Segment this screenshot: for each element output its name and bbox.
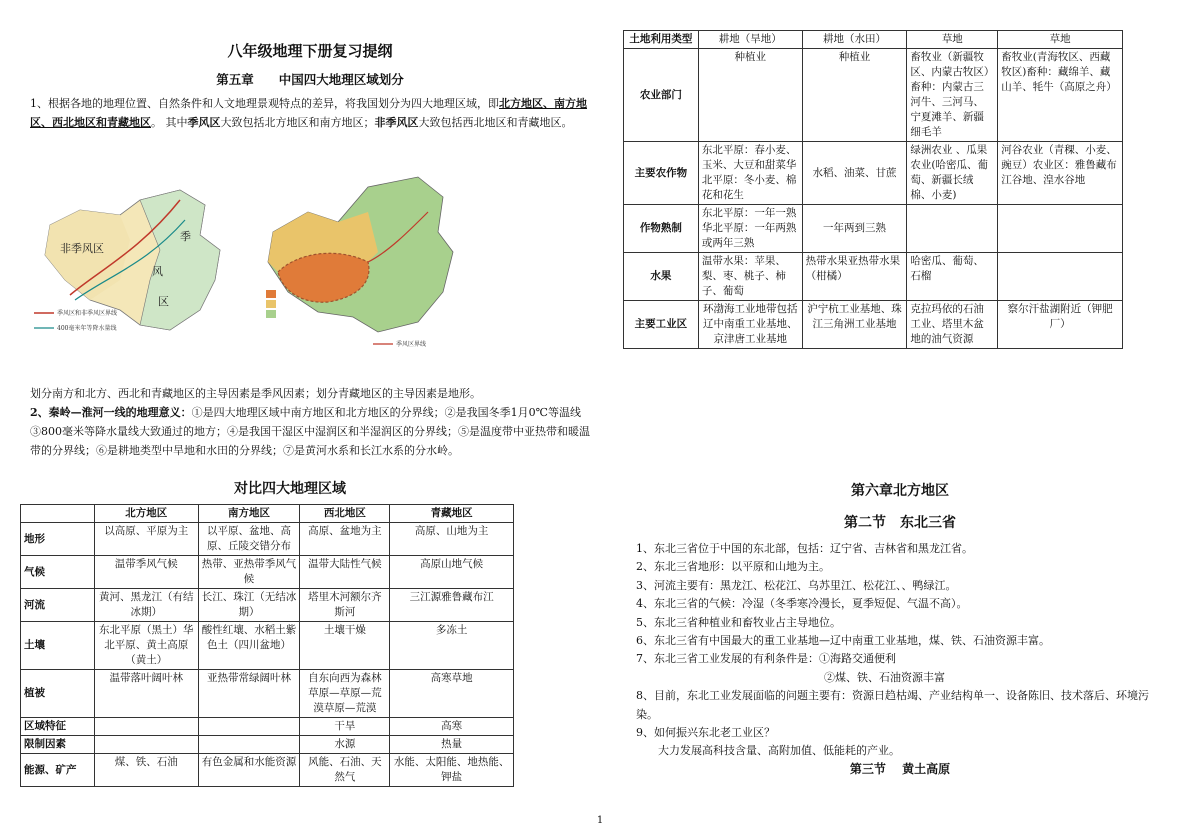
land-row-label: 主要工业区 [624,301,699,349]
doc-title: 八年级地理下册复习提纲 [227,42,393,60]
land-header-cell: 耕地（水田） [802,31,907,49]
land-cell: 东北平原：春小麦、玉米、大豆和甜菜华北平原：冬小麦、棉花和花生 [698,142,802,205]
compare-row-label: 土壤 [21,622,95,670]
compare-row-label: 地形 [21,523,95,556]
intro-text-a: 1、根据各地的地理位置、自然条件和人文地理景观特点的差异，将我国划分为四大地理区域，即 [30,97,499,110]
compare-row [21,754,514,787]
compare-cell: 高原、盆地为主 [300,523,390,556]
intro-nonmonsoon: 非季风区 [374,116,419,129]
compare-row-label: 气候 [21,556,95,589]
compare-cell: 热量 [390,736,514,754]
land-cell [907,205,998,253]
land-header-cell: 耕地（旱地） [698,31,802,49]
compare-cell: 东北平原（黑土）华北平原、黄土高原（黄土） [94,622,198,670]
land-cell: 河谷农业（青稞、小麦、豌豆）农业区：雅鲁藏布江谷地、湟水谷地 [998,142,1123,205]
chapter5-title: 第五章 中国四大地理区域划分 [216,72,404,87]
map1-ji-label: 季 [180,230,191,243]
compare-header-cell: 南方地区 [198,505,300,523]
land-row [624,49,1123,142]
qinling-heading: 2、秦岭—淮河一线的地理意义： [30,406,192,419]
compare-cell [198,736,300,754]
compare-cell: 多冻土 [390,622,514,670]
compare-cell: 三江源雅鲁藏布江 [390,589,514,622]
map1-qu-label: 区 [158,295,169,308]
ne-line-3: 3、河流主要有：黑龙江、松花江、乌苏里江、松花江、、鸭绿江。 [636,578,957,592]
compare-cell [94,736,198,754]
land-row [624,301,1123,349]
compare-title: 对比四大地理区域 [234,481,346,497]
compare-row [21,670,514,718]
compare-cell [94,718,198,736]
land-row-label: 作物熟制 [624,205,699,253]
land-cell: 环渤海工业地带包括辽中南重工业基地、京津唐工业基地 [698,301,802,349]
map2-legend: 季风区界线 [396,341,427,348]
compare-cell: 自东向西为森林草原—草原—荒漠草原—荒漠 [300,670,390,718]
land-row [624,205,1123,253]
compare-cell: 高寒 [390,718,514,736]
land-row [624,142,1123,205]
compare-row-label: 区域特征 [21,718,95,736]
land-cell: 畜牧业(青海牧区、西藏牧区)畜种：藏绵羊、藏山羊、牦牛（高原之舟） [998,49,1123,142]
land-cell: 水稻、油菜、甘蔗 [802,142,907,205]
compare-cell: 塔里木河额尔齐斯河 [300,589,390,622]
compare-cell: 热带、亚热带季风气候 [198,556,300,589]
compare-cell: 水源 [300,736,390,754]
compare-row-label: 植被 [21,670,95,718]
compare-header-cell: 北方地区 [94,505,198,523]
compare-cell: 温带季风气候 [94,556,198,589]
land-cell: 东北平原：一年一熟华北平原：一年两熟或两年三熟 [698,205,802,253]
intro-text-e: 大致包括北方地区和南方地区； [220,116,375,129]
intro-regions: 北方地区、南方地区、西北地区和青藏地区 [30,97,587,129]
land-cell: 种植业 [698,49,802,142]
compare-cell: 有色金属和水能资源 [198,754,300,787]
compare-row [21,622,514,670]
land-cell: 克拉玛依的石油工业、塔里木盆地的油气资源 [907,301,998,349]
ne-line-7: 7、东北三省工业发展的有利条件是：①海路交通便利 [636,652,896,666]
land-cell: 热带水果亚热带水果（柑橘） [802,253,907,301]
land-cell [998,253,1123,301]
compare-row [21,718,514,736]
compare-header-cell: 西北地区 [300,505,390,523]
compare-cell: 干旱 [300,718,390,736]
compare-table [20,504,514,787]
compare-cell: 高原山地气候 [390,556,514,589]
compare-cell: 温带落叶阔叶林 [94,670,198,718]
compare-cell: 黄河、黑龙江（有结冰期） [94,589,198,622]
compare-row [21,736,514,754]
compare-cell: 土壤干燥 [300,622,390,670]
compare-row-label: 能源、矿产 [21,754,95,787]
land-use-table [623,30,1123,349]
compare-cell: 酸性红壤、水稻土紫色土（四川盆地） [198,622,300,670]
compare-cell: 煤、铁、石油 [94,754,198,787]
intro-text-c: 。 其中 [151,116,188,129]
compare-cell: 风能、石油、天然气 [300,754,390,787]
compare-cell: 水能、太阳能、地热能、钾盐 [390,754,514,787]
map1-feng-label: 风 [152,265,163,278]
land-cell: 畜牧业（新疆牧区、内蒙古牧区）畜种：内蒙古三河牛、三河马、宁夏滩羊、新疆细毛羊 [907,49,998,142]
monsoon-map [30,180,240,345]
land-cell: 种植业 [802,49,907,142]
land-row [624,253,1123,301]
compare-cell: 高原、山地为主 [390,523,514,556]
land-cell [998,205,1123,253]
intro-paragraph [30,94,590,132]
compare-cell: 亚热带常绿阔叶林 [198,670,300,718]
land-header-cell: 草地 [907,31,998,49]
qinling-paragraph [30,403,592,460]
section3-title: 第三节 黄土高原 [849,762,951,776]
land-header-cell: 土地利用类型 [624,31,699,49]
northeast-list [636,540,1166,761]
land-cell: 沪宁杭工业基地、珠江三角洲工业基地 [802,301,907,349]
land-cell: 察尔汗盐湖附近（钾肥厂） [998,301,1123,349]
compare-header-cell: 青藏地区 [390,505,514,523]
ne-line-5: 5、东北三省种植业和畜牧业占主导地位。 [636,615,841,629]
compare-row [21,589,514,622]
ne-line-8: 8、目前，东北工业发展面临的问题主要有：资源日趋枯竭、产业结构单一、设备陈旧、技术落后、环境污染。 [636,689,1149,721]
land-row-label: 水果 [624,253,699,301]
compare-cell: 以平原、盆地、高原、丘陵交错分布 [198,523,300,556]
compare-header-row [21,505,514,523]
ne-line-9: 9、如何振兴东北老工业区？ [636,726,775,740]
land-header-cell: 草地 [998,31,1123,49]
land-row-label: 农业部门 [624,49,699,142]
section2-title: 第二节 东北三省 [844,515,956,531]
page-number: 1 [596,815,604,826]
ne-line-1: 1、东北三省位于中国的东北部，包括：辽宁省、吉林省和黑龙江省。 [636,542,973,555]
divide-factor-line: 划分南方和北方、西北和青藏地区的主导因素是季风因素；划分青藏地区的主导因素是地形。 [30,387,481,400]
intro-text-g: 大致包括西北地区和青藏地区。 [418,116,573,129]
compare-cell [198,718,300,736]
compare-row-label: 限制因素 [21,736,95,754]
ne-line-7b: ②煤、铁、石油资源丰富 [824,670,945,684]
land-header-row [624,31,1123,49]
land-row-label: 主要农作物 [624,142,699,205]
map1-legend-2: 400毫米年等降水量线 [57,325,117,332]
intro-monsoon: 季风区 [187,116,221,129]
land-cell: 哈密瓜、葡萄、石榴 [907,253,998,301]
land-cell: 绿洲农业 、瓜果农业(哈密瓜、葡萄、新疆长绒棉、小麦) [907,142,998,205]
compare-row [21,556,514,589]
map1-legend-1: 季风区和非季风区界线 [57,310,118,317]
map1-nonmonsoon-label: 非季风区 [60,242,104,255]
chapter6-title: 第六章北方地区 [851,483,949,499]
compare-cell: 以高原、平原为主 [94,523,198,556]
compare-cell: 高寒草地 [390,670,514,718]
compare-cell: 长江、珠江（无结冰期） [198,589,300,622]
compare-row-label: 河流 [21,589,95,622]
ne-line-2: 2、东北三省地形：以平原和山地为主。 [636,560,830,574]
qinling-text: ①是四大地理区域中南方地区和北方地区的分界线；②是我国冬季1月0℃等温线③800毫米等降水量线大致通过的地方；④是我国干湿区中湿润区和半湿润区的分界线；⑤是温度带中亚热带和暖温带的分界线；⑥是耕地类型中旱地和水田的分界线；⑦是黄河水系和长江水系的分水岭。 [30,406,590,457]
compare-row [21,523,514,556]
compare-cell: 温带大陆性气候 [300,556,390,589]
regions-map [258,172,458,352]
compare-header-cell [21,505,95,523]
land-cell: 温带水果：苹果、梨、枣、桃子、柿子、葡萄 [698,253,802,301]
ne-line-6: 6、东北三省有中国最大的重工业基地—辽中南重工业基地，煤、铁、石油资源丰富。 [636,634,1050,648]
ne-line-4: 4、东北三省的气候：冷湿（冬季寒冷漫长，夏季短促、气温不高）。 [636,597,968,611]
land-cell: 一年两到三熟 [802,205,907,253]
ne-line-9b: 大力发展高科技含量、高附加值、低能耗的产业。 [658,744,900,758]
